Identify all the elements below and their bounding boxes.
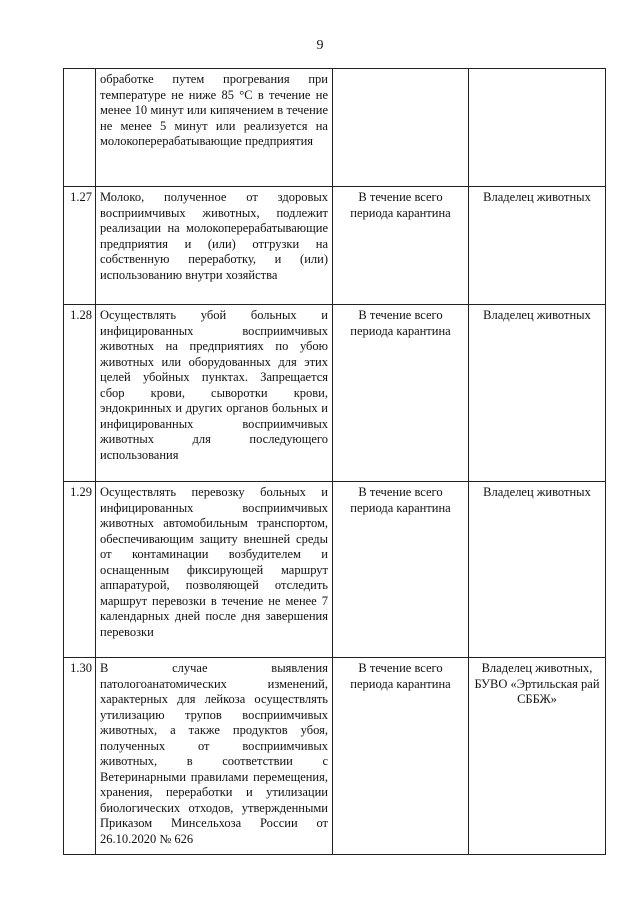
table-row — [64, 482, 606, 658]
row-number — [64, 69, 96, 187]
measure-text: Осуществлять перевозку больных и инфицированных восприимчивых животных автомобильным транспортом, обеспечивающим защиту внешней среды от контаминации возбудителем и оснащенным фиксирующей маршрут аппаратурой, позволяющей отследить маршрут перевозки в течение не менее 7 календарных дней после дня завершения перевозки — [96, 482, 333, 658]
measures-table — [63, 68, 606, 855]
table-row — [64, 305, 606, 482]
term-cell: В течение всего периода карантина — [333, 658, 469, 855]
page-number: 9 — [316, 38, 324, 53]
row-number: 1.29 — [64, 482, 96, 658]
term-cell: В течение всего периода карантина — [333, 482, 469, 658]
term-cell: В течение всего периода карантина — [333, 187, 469, 305]
responsible-cell: Владелец животных — [469, 305, 606, 482]
row-number: 1.30 — [64, 658, 96, 855]
responsible-cell: Владелец животных — [469, 482, 606, 658]
table-row — [64, 658, 606, 855]
measure-text: обработке путем прогревания при температуре не ниже 85 °С в течение не менее 10 минут или кипячением в течение не менее 5 минут или реализуется на молокоперерабатывающие предприятия — [96, 69, 333, 187]
measure-text: Осуществлять убой больных и инфицированных восприимчивых животных на предприятиях по убою животных или оборудованных для этих целей убойных пунктах. Запрещается сбор крови, сыворотки крови, эндокринных и других органов больных и инфицированных восприимчивых животных для последующего использования — [96, 305, 333, 482]
table-row — [64, 187, 606, 305]
measure-text: В случае выявления патологоанатомических изменений, характерных для лейкоза осуществлять утилизацию трупов восприимчивых животных, а также продуктов убоя, полученных от восприимчивых животных, в соответствии с Ветеринарными правилами перемещения, хранения, переработки и утилизации биологических отходов, утвержденными Приказом Минсельхоза России от 26.10.2020 № 626 — [96, 658, 333, 855]
responsible-cell: Владелец животных — [469, 187, 606, 305]
responsible-cell — [469, 69, 606, 187]
table-row — [64, 69, 606, 187]
term-cell: В течение всего периода карантина — [333, 305, 469, 482]
measure-text: Молоко, полученное от здоровых восприимчивых животных, подлежит реализации на молокоперерабатывающие предприятия и (или) отгрузки на собственную переработку, и (или) использованию внутри хозяйства — [96, 187, 333, 305]
responsible-cell: Владелец животных, БУВО «Эртильская рай СББЖ» — [469, 658, 606, 855]
row-number: 1.28 — [64, 305, 96, 482]
term-cell — [333, 69, 469, 187]
row-number: 1.27 — [64, 187, 96, 305]
